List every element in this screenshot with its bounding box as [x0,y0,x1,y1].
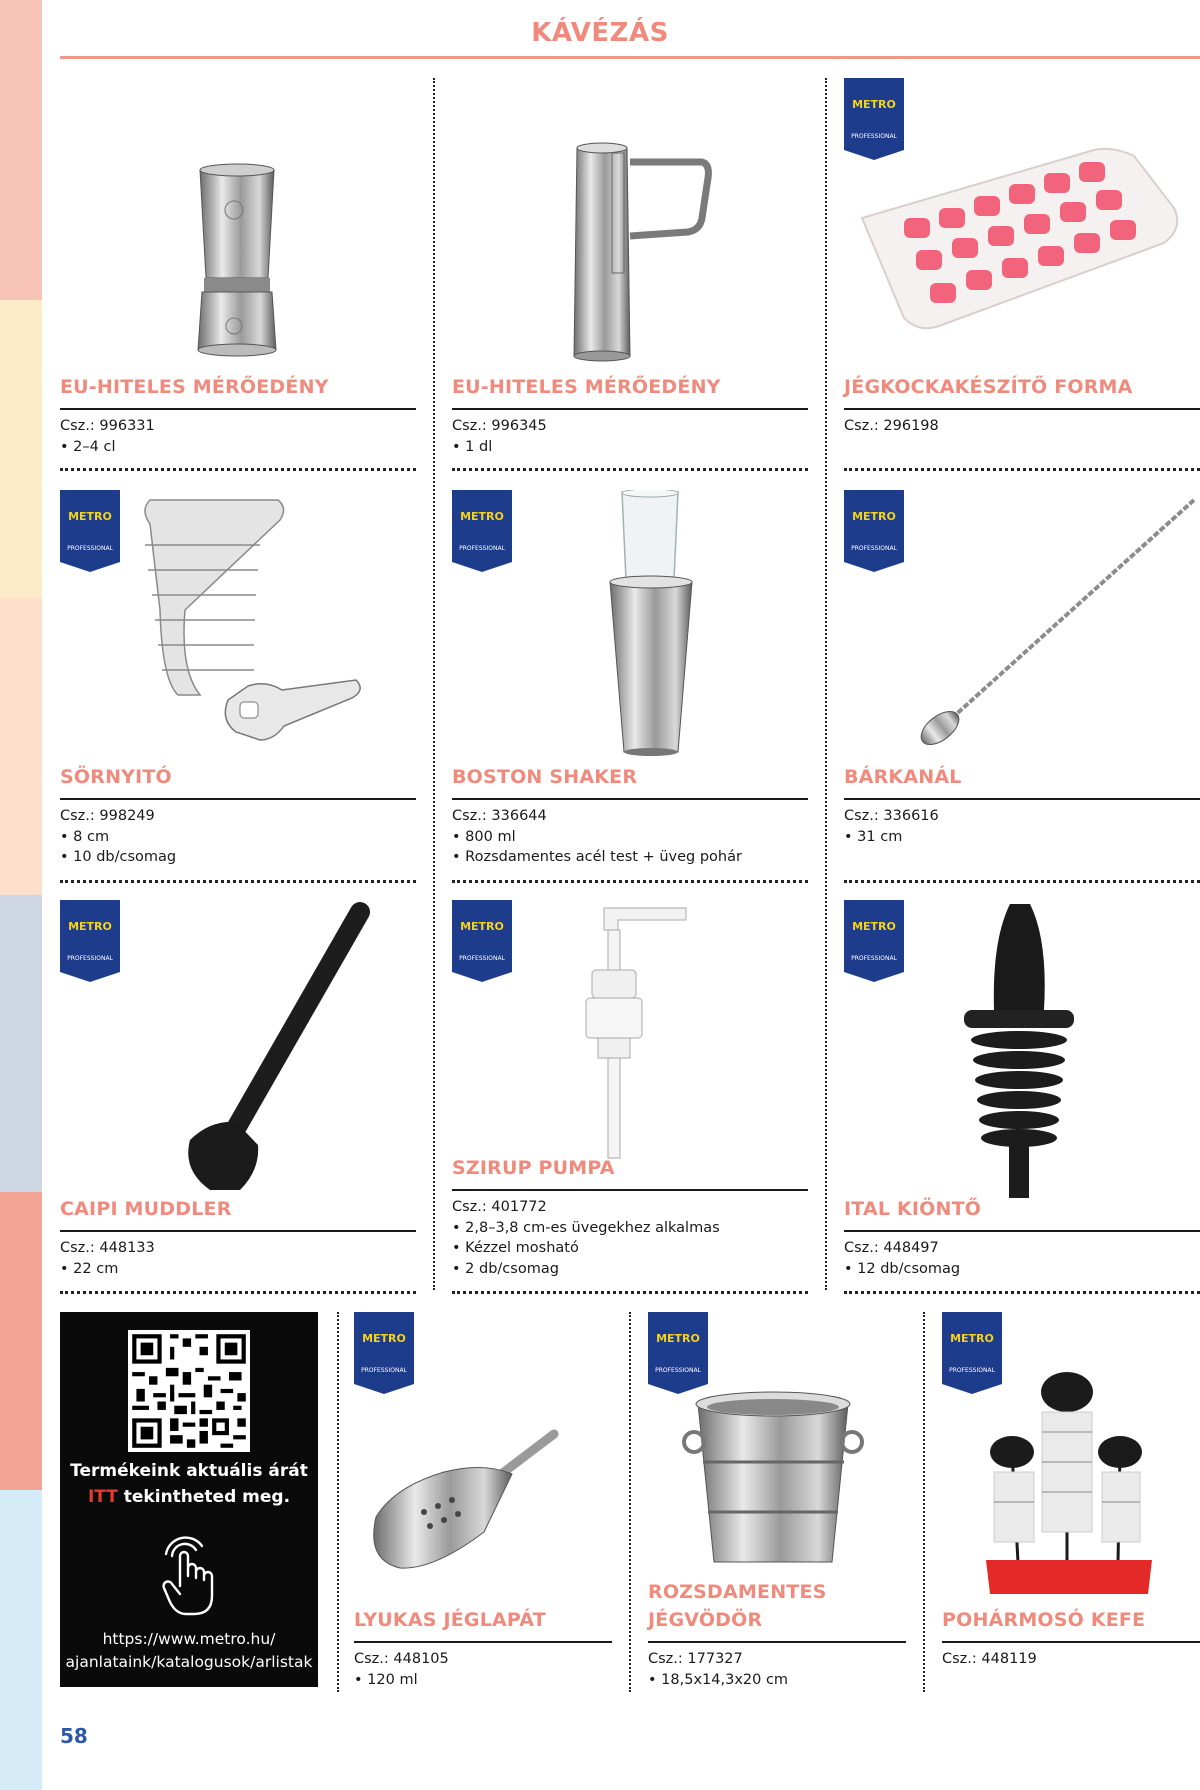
column-divider [825,78,827,1290]
svg-text:METRO: METRO [852,98,896,111]
row-divider [452,1291,808,1294]
product-spec: • 800 ml [452,828,516,845]
title-rule [60,56,1200,59]
product-code: Csz.: 177327 [648,1651,743,1667]
product-code: Csz.: 448105 [354,1651,449,1667]
section-title: KÁVÉZÁS [531,18,669,48]
row-divider [452,880,808,883]
qr-code-icon[interactable] [128,1330,250,1452]
product-code: Csz.: 998249 [60,808,155,824]
product-name-line-1: ROZSDAMENTES [648,1581,827,1603]
product-spec: • 31 cm [844,828,903,845]
svg-text:METRO: METRO [68,920,112,933]
product-code: Csz.: 296198 [844,418,939,434]
product-rule [942,1641,1200,1643]
measuring-jug-image [452,78,808,368]
svg-text:METRO: METRO [852,510,896,523]
product-spec: • 10 db/csomag [60,849,177,865]
svg-text:METRO: METRO [460,920,504,933]
product-spec: • 120 ml [354,1671,418,1688]
product-rule [354,1641,612,1643]
product-info [60,806,176,868]
product-rule [844,408,1200,410]
metro-professional-logo [354,1312,414,1394]
metro-professional-logo [844,490,904,572]
product-spec: • 8 cm [60,828,110,845]
product-code: Csz.: 996345 [452,418,547,434]
row-divider [60,880,416,883]
product-info [354,1649,449,1690]
promo-line-1: Termékeink aktuális árát [70,1461,308,1481]
product-code: Csz.: 448133 [60,1240,155,1256]
svg-text:PROFESSIONAL: PROFESSIONAL [67,545,113,552]
svg-text:METRO: METRO [362,1332,406,1345]
promo-itt-highlight: ITT [87,1487,118,1507]
svg-text:PROFESSIONAL: PROFESSIONAL [459,545,505,552]
column-divider [433,78,435,1290]
product-name: LYUKAS JÉGLAPÁT [354,1609,546,1631]
jigger-image [60,78,416,368]
product-name: JÉGVÖDÖR [648,1609,763,1631]
product-info [844,1238,960,1279]
product-info [844,416,939,437]
svg-text:METRO: METRO [656,1332,700,1345]
svg-text:PROFESSIONAL: PROFESSIONAL [67,955,113,962]
metro-professional-logo [60,900,120,982]
product-card[interactable] [452,490,808,880]
promo-line-2-rest: tekintheted meg. [117,1487,291,1507]
product-spec: • 18,5x14,3x20 cm [648,1671,789,1688]
svg-text:METRO: METRO [460,510,504,523]
side-color-strip [0,0,42,1790]
product-code: Csz.: 401772 [452,1199,547,1215]
product-name: SZIRUP PUMPA [452,1157,615,1179]
tap-hand-icon [158,1530,220,1618]
metro-professional-logo [844,900,904,982]
svg-text:PROFESSIONAL: PROFESSIONAL [459,955,505,962]
metro-professional-logo [942,1312,1002,1394]
svg-text:PROFESSIONAL: PROFESSIONAL [851,955,897,962]
product-info [452,416,547,457]
product-spec: • 12 db/csomag [844,1260,961,1277]
page-number: 58 [60,1724,88,1748]
product-rule [452,798,808,800]
product-card[interactable] [452,900,808,1291]
product-rule [452,1189,808,1191]
svg-text:PROFESSIONAL: PROFESSIONAL [949,1367,995,1374]
product-card[interactable] [844,490,1200,880]
product-name: EU-HITELES MÉRŐEDÉNY [452,376,721,398]
product-spec: • Kézzel mosható [452,1240,579,1256]
product-rule [452,408,808,410]
promo-url-line-1: https://www.metro.hu/ [102,1630,276,1648]
strip-segment [0,895,42,1192]
svg-text:PROFESSIONAL: PROFESSIONAL [361,1367,407,1374]
metro-professional-logo [844,78,904,160]
product-name: CAIPI MUDDLER [60,1198,232,1220]
product-info [844,806,939,847]
metro-professional-logo [60,490,120,572]
promo-url[interactable] [60,1628,318,1674]
product-rule [60,798,416,800]
product-card[interactable] [354,1312,612,1692]
product-card[interactable] [844,900,1200,1291]
product-name: POHÁRMOSÓ KEFE [942,1609,1146,1631]
svg-text:METRO: METRO [950,1332,994,1345]
product-card[interactable] [844,78,1200,468]
strip-segment [0,300,42,598]
product-name: BOSTON SHAKER [452,766,638,788]
product-card[interactable] [60,900,416,1291]
product-card[interactable] [942,1312,1200,1692]
product-card[interactable] [60,490,416,880]
promo-line-2 [60,1484,318,1510]
product-rule [844,1230,1200,1232]
product-spec: • 2 db/csomag [452,1260,559,1277]
product-code: Csz.: 448497 [844,1240,939,1256]
product-info [60,1238,155,1279]
product-code: Csz.: 996331 [60,418,155,434]
product-rule [60,408,416,410]
product-spec: • 2,8–3,8 cm-es üvegekhez alkalmas [452,1219,720,1236]
row-divider [844,1291,1200,1294]
product-spec: • Rozsdamentes acél test + üveg pohár [452,849,742,865]
product-spec: • 2–4 cl [60,438,116,455]
product-rule [60,1230,416,1232]
product-code: Csz.: 336644 [452,808,547,824]
svg-text:PROFESSIONAL: PROFESSIONAL [851,133,897,140]
product-spec: • 22 cm [60,1260,119,1277]
row-divider [844,468,1200,471]
product-rule [648,1641,906,1643]
column-divider [629,1312,631,1692]
row-divider [60,468,416,471]
product-info [60,416,155,457]
promo-text [60,1458,318,1510]
product-name: SÖRNYITÓ [60,766,172,788]
svg-text:PROFESSIONAL: PROFESSIONAL [655,1367,701,1374]
metro-professional-logo [452,490,512,572]
product-name: BÁRKANÁL [844,766,962,788]
metro-professional-logo [648,1312,708,1394]
product-name: ITAL KIÖNTŐ [844,1198,982,1220]
product-card[interactable] [648,1312,906,1692]
column-divider [923,1312,925,1692]
row-divider [60,1291,416,1294]
product-info [452,1197,720,1279]
product-code: Csz.: 336616 [844,808,939,824]
product-spec: • 1 dl [452,438,493,455]
row-divider [452,468,808,471]
product-info [452,806,742,868]
product-card[interactable] [452,78,808,468]
column-divider [337,1312,339,1692]
svg-text:METRO: METRO [852,920,896,933]
product-info [942,1649,1037,1670]
price-list-promo[interactable] [60,1312,318,1687]
strip-segment [0,1490,42,1790]
product-info [648,1649,788,1690]
product-name: EU-HITELES MÉRŐEDÉNY [60,376,329,398]
svg-text:PROFESSIONAL: PROFESSIONAL [851,545,897,552]
promo-url-line-2: ajanlataink/katalogusok/arlistak [65,1653,313,1671]
product-card[interactable] [60,78,416,468]
svg-text:METRO: METRO [68,510,112,523]
strip-segment [0,598,42,895]
product-name: JÉGKOCKAKÉSZÍTŐ FORMA [844,376,1133,398]
strip-segment [0,1192,42,1490]
product-code: Csz.: 448119 [942,1651,1037,1667]
product-rule [844,798,1200,800]
row-divider [844,880,1200,883]
metro-professional-logo [452,900,512,982]
